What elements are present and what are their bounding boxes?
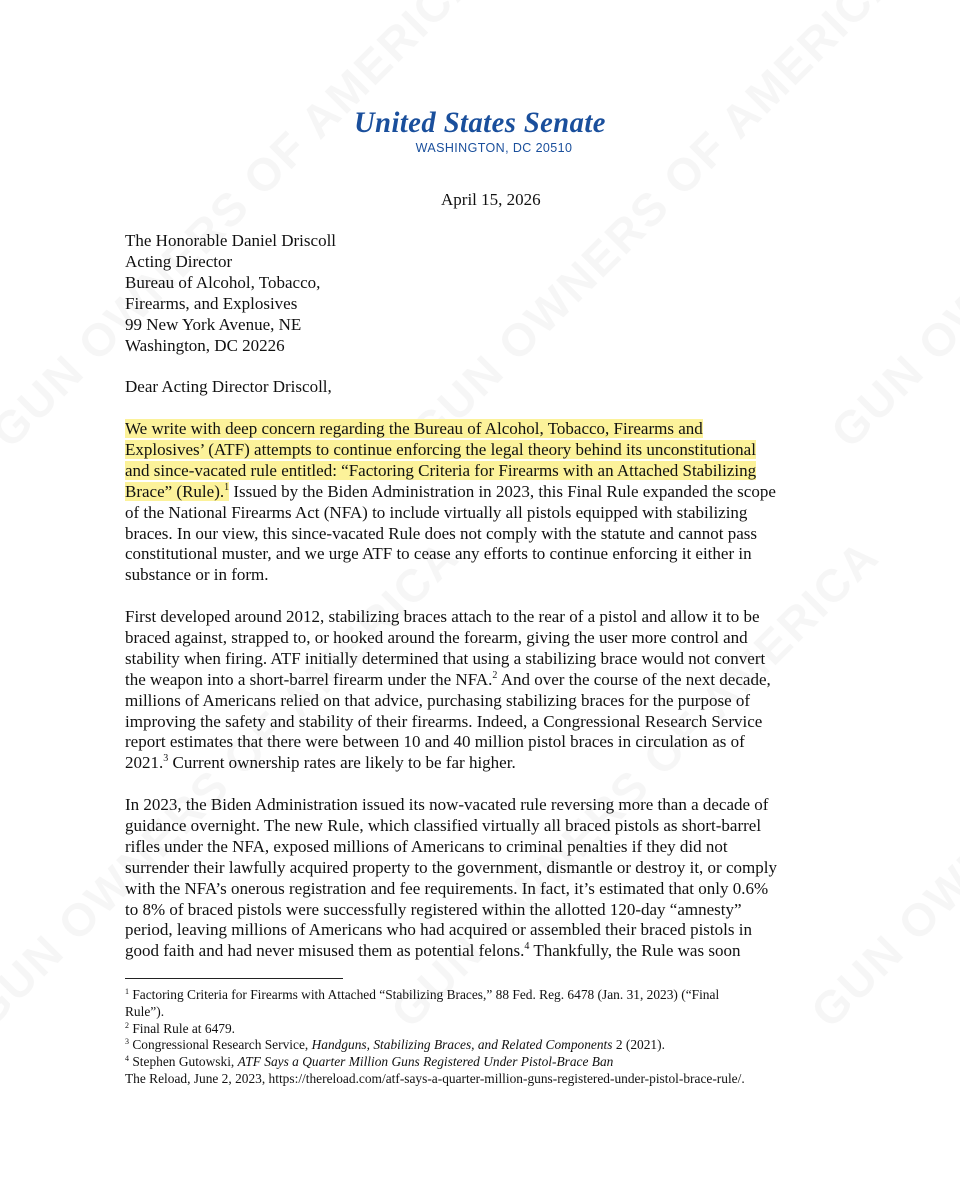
- recipient-line: Washington, DC 20226: [125, 335, 285, 355]
- paragraph-text: guidance overnight. The new Rule, which classified virtually all braced pistols as short-barrel: [125, 815, 762, 835]
- footnote-ref[interactable]: 2: [492, 669, 498, 681]
- footnote-ref[interactable]: 4: [524, 941, 530, 953]
- letterhead: [0, 106, 960, 156]
- highlighted-text: We write with deep concern regarding the Bureau of Alcohol, Tobacco, Firearms and: [125, 419, 703, 438]
- paragraph-1: [125, 419, 825, 586]
- paragraph-text: Thankfully, the Rule was soon: [529, 941, 741, 961]
- paragraph-text: rifles under the NFA, exposed millions of Americans to criminal penalties if they did not: [125, 836, 728, 856]
- footnote-text: Stephen Gutowski,: [129, 1054, 238, 1070]
- footnote-number: 1: [125, 987, 129, 996]
- footnote-number: 4: [125, 1054, 129, 1064]
- footnote-number: 3: [125, 1037, 129, 1047]
- paragraph-text: constitutional muster, and we urge ATF to cease any efforts to continue enforcing it either in: [125, 544, 752, 564]
- salutation: Dear Acting Director Driscoll,: [125, 377, 332, 396]
- recipient-address: [125, 231, 336, 356]
- paragraph-2: [125, 607, 825, 774]
- footnote-2: [125, 1021, 745, 1038]
- footnote-3: [125, 1037, 745, 1054]
- footnotes: [125, 987, 745, 1088]
- senate-title: United States Senate: [354, 106, 606, 139]
- paragraph-text: with the NFA’s onerous registration and fee requirements. In fact, it’s estimated that only 0.6%: [125, 878, 769, 898]
- footnote-text: Final Rule at 6479.: [129, 1020, 236, 1036]
- footnote-text: 2 (2021).: [612, 1037, 665, 1053]
- paragraph-text: to 8% of braced pistols were successfully registered within the allotted 120-day “amnesty”: [125, 899, 742, 919]
- recipient-line: The Honorable Daniel Driscoll: [125, 231, 337, 250]
- paragraph-text: First developed around 2012, stabilizing braces attach to the rear of a pistol and allow it to be: [125, 607, 760, 626]
- paragraph-text: of the National Firearms Act (NFA) to include virtually all pistols equipped with stabilizing: [125, 502, 748, 522]
- footnote-title: Handguns, Stabilizing Braces, and Related Components: [311, 1037, 613, 1053]
- paragraph-text: millions of Americans relied on that advice, purchasing stabilizing braces for the purpose of: [125, 690, 751, 710]
- footnote-link[interactable]: The Reload, June 2, 2023, https://thereload.com/atf-says-a-quarter-million-guns-registered-under-pistol-brace-rule/.: [125, 1070, 745, 1086]
- letter-date: April 15, 2026: [441, 190, 541, 209]
- senate-address: WASHINGTON, DC 20510: [415, 141, 573, 155]
- paragraph-text: report estimates that there were between 10 and 40 million pistol braces in circulation as of: [125, 732, 745, 752]
- paragraph-text: the weapon into a short-barrel firearm under the NFA.: [125, 669, 493, 689]
- paragraph-text: In 2023, the Biden Administration issued its now-vacated rule reversing more than a decade of: [125, 795, 769, 814]
- paragraph-text: improving the safety and stability of their firearms. Indeed, a Congressional Research Service: [125, 711, 763, 731]
- highlighted-text: [125, 482, 229, 501]
- paragraph-text: Current ownership rates are likely to be far higher.: [168, 753, 516, 773]
- footnote-text: Congressional Research Service,: [129, 1037, 312, 1053]
- paragraph-text: stability when firing. ATF initially determined that using a stabilizing brace would not convert: [125, 648, 766, 668]
- footnote-number: 2: [125, 1020, 129, 1030]
- recipient-line: 99 New York Avenue, NE: [125, 314, 302, 334]
- paragraph-3: [125, 795, 825, 962]
- footnote-4: [125, 1054, 745, 1071]
- recipient-line: Firearms, and Explosives: [125, 293, 298, 313]
- paragraph-text: braces. In our view, this since-vacated Rule does not comply with the statute and cannot pass: [125, 523, 757, 543]
- footnote-text: Factoring Criteria for Firearms with Attached “Stabilizing Braces,” 88 Fed. Reg. 6478 (Jan. 31, 2023) (“Final: [129, 987, 720, 1002]
- footnote-ref[interactable]: 1: [224, 481, 230, 493]
- highlighted-text: Explosives’ (ATF) attempts to continue enforcing the legal theory behind its unconstitutional: [125, 439, 756, 459]
- paragraph-text: substance or in form.: [125, 565, 269, 585]
- recipient-line: Acting Director: [125, 251, 233, 271]
- paragraph-text: surrender their lawfully acquired property to the government, dismantle or destroy it, or comply: [125, 857, 777, 877]
- paragraph-text: 2021.: [125, 753, 164, 773]
- paragraph-text: Issued by the Biden Administration in 2023, this Final Rule expanded the scope: [229, 481, 776, 501]
- footnote-title: ATF Says a Quarter Million Guns Registered Under Pistol-Brace Ban: [237, 1054, 614, 1070]
- watermark: [400, 0, 909, 458]
- footnote-1: [125, 987, 745, 1004]
- footnote-divider: [125, 978, 343, 979]
- highlighted-text: Brace” (Rule).: [125, 481, 225, 501]
- highlighted-text: and since-vacated rule entitled: “Factoring Criteria for Firearms with an Attached Stabilizing: [125, 460, 757, 480]
- footnote-text: Rule”).: [125, 1003, 165, 1019]
- paragraph-text: good faith and had never misused them as potential felons.: [125, 941, 525, 961]
- paragraph-text: period, leaving millions of Americans who had acquired or assembled their braced pistols in: [125, 920, 752, 940]
- recipient-line: Bureau of Alcohol, Tobacco,: [125, 272, 321, 292]
- watermark: [820, 0, 960, 458]
- paragraph-text: braced against, strapped to, or hooked around the forearm, giving the user more control and: [125, 627, 748, 647]
- footnote-ref[interactable]: 3: [163, 753, 169, 765]
- paragraph-text: And over the course of the next decade,: [497, 669, 771, 689]
